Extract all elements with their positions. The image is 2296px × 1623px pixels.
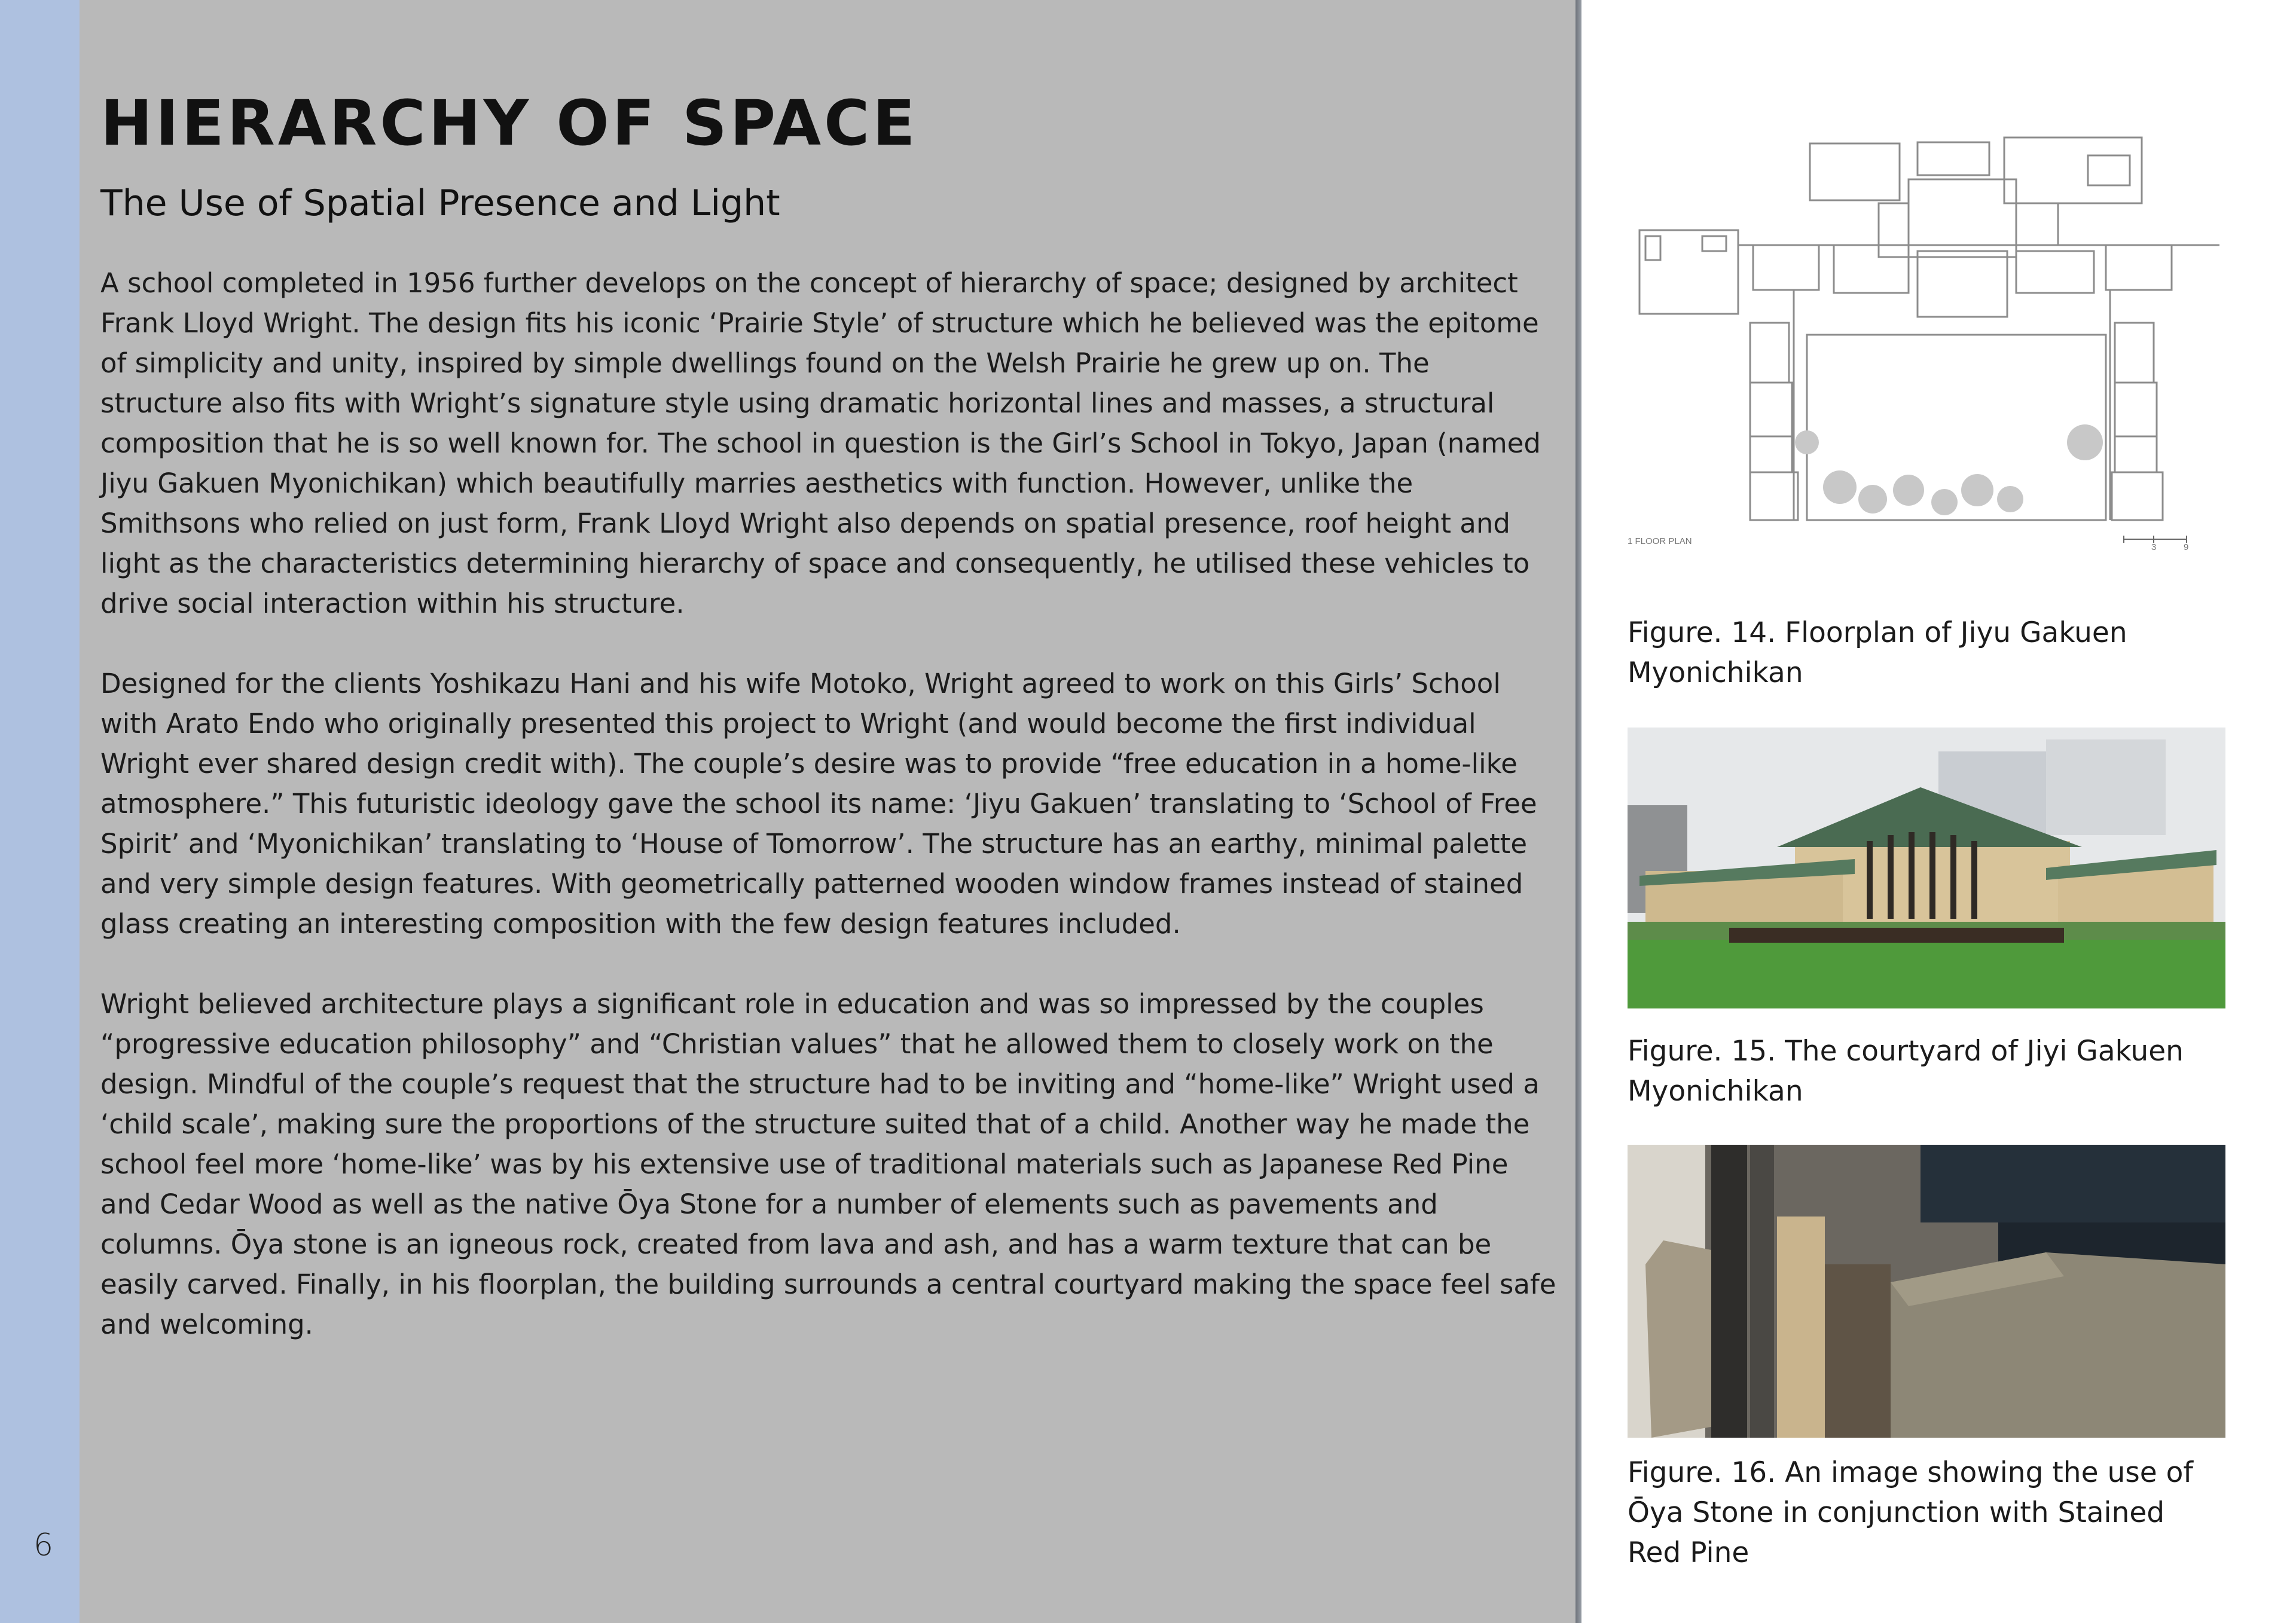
paragraph-1: A school completed in 1956 further develops on the concept of hierarchy of space; designed by architect Frank Lloyd Wright. The design fits his iconic ‘Prairie Style’ of structure which he believed was the epitome of simplicity and unity, inspired by simple dwellings found on the Welsh Prairie he grew up on. The structure also fits with Wright’s signature style using dramatic horizontal lines and masses, a structural composition that he is so well known for. The school in question is the Girl’s School in Tokyo, Japan (named Jiyu Gakuen Myonichikan) which beautifully marries aesthetics with function. However, unlike the Smithsons who relied on just form, Frank Lloyd Wright also depends on spatial presence, roof height and light as the characteristics determining hierarchy of space and consequently, he utilised these vehicles to drive social interaction within his structure. bbox=[100, 267, 1541, 619]
floorplan-label: 1 FLOOR PLAN bbox=[1628, 536, 1692, 546]
figure-16-caption: Figure. 16. An image showing the use of Ōya Stone in conjunction with Stained Red Pine bbox=[1628, 1456, 2193, 1569]
sidebar-accent-bar bbox=[0, 0, 80, 1623]
page-subtitle: The Use of Spatial Presence and Light bbox=[100, 182, 780, 224]
page-number: 6 bbox=[33, 1527, 54, 1563]
courtyard-photo bbox=[1628, 728, 2225, 1008]
floorplan-image bbox=[1628, 132, 2225, 562]
paragraph-3: Wright believed architecture plays a significant role in education and was so impressed by the couples “progressive education philosophy” and “Christian values” that he allowed them to closely work on the design. Mindful of the couple’s request that the structure had to be inviting and “home-like” Wright used a ‘child scale’, making sure the proportions of the structure suited that of a child. Another way he made the school feel more ‘home-like’ was by his extensive use of traditional materials such as Japanese Red Pine and Cedar Wood as well as the native Ōya Stone for a number of elements such as pavements and columns. Ōya stone is an igneous rock, created from lava and ash, and has a warm texture that can be easily carved. Finally, in his floorplan, the building surrounds a central courtyard making the space feel safe and welcoming. bbox=[100, 988, 1556, 1340]
scale-label-3: 3 bbox=[2151, 542, 2157, 552]
oya-stone-photo bbox=[1628, 1145, 2225, 1438]
body-text bbox=[100, 263, 1559, 1384]
figure-14-caption: Figure. 14. Floorplan of Jiyu Gakuen Myonichikan bbox=[1628, 616, 2127, 689]
scale-label-9: 9 bbox=[2184, 542, 2189, 552]
page-title: HIERARCHY OF SPACE bbox=[100, 87, 918, 160]
panel-divider bbox=[1576, 0, 1581, 1623]
paragraph-2: Designed for the clients Yoshikazu Hani and his wife Motoko, Wright agreed to work on this Girls’ School with Arato Endo who originally presented this project to Wright (and would become the first individual Wright ever shared design credit with). The couple’s desire was to provide “free education in a home-like atmosphere.” This futuristic ideology gave the school its name: ‘Jiyu Gakuen’ translating to ‘School of Free Spirit’ and ‘Myonichikan’ translating to ‘House of Tomorrow’. The structure has an earthy, minimal palette and very simple design features. With geometrically patterned wooden window frames instead of stained glass creating an interesting composition with the few design features included. bbox=[100, 668, 1537, 940]
figure-15-caption: Figure. 15. The courtyard of Jiyi Gakuen Myonichikan bbox=[1628, 1035, 2184, 1108]
